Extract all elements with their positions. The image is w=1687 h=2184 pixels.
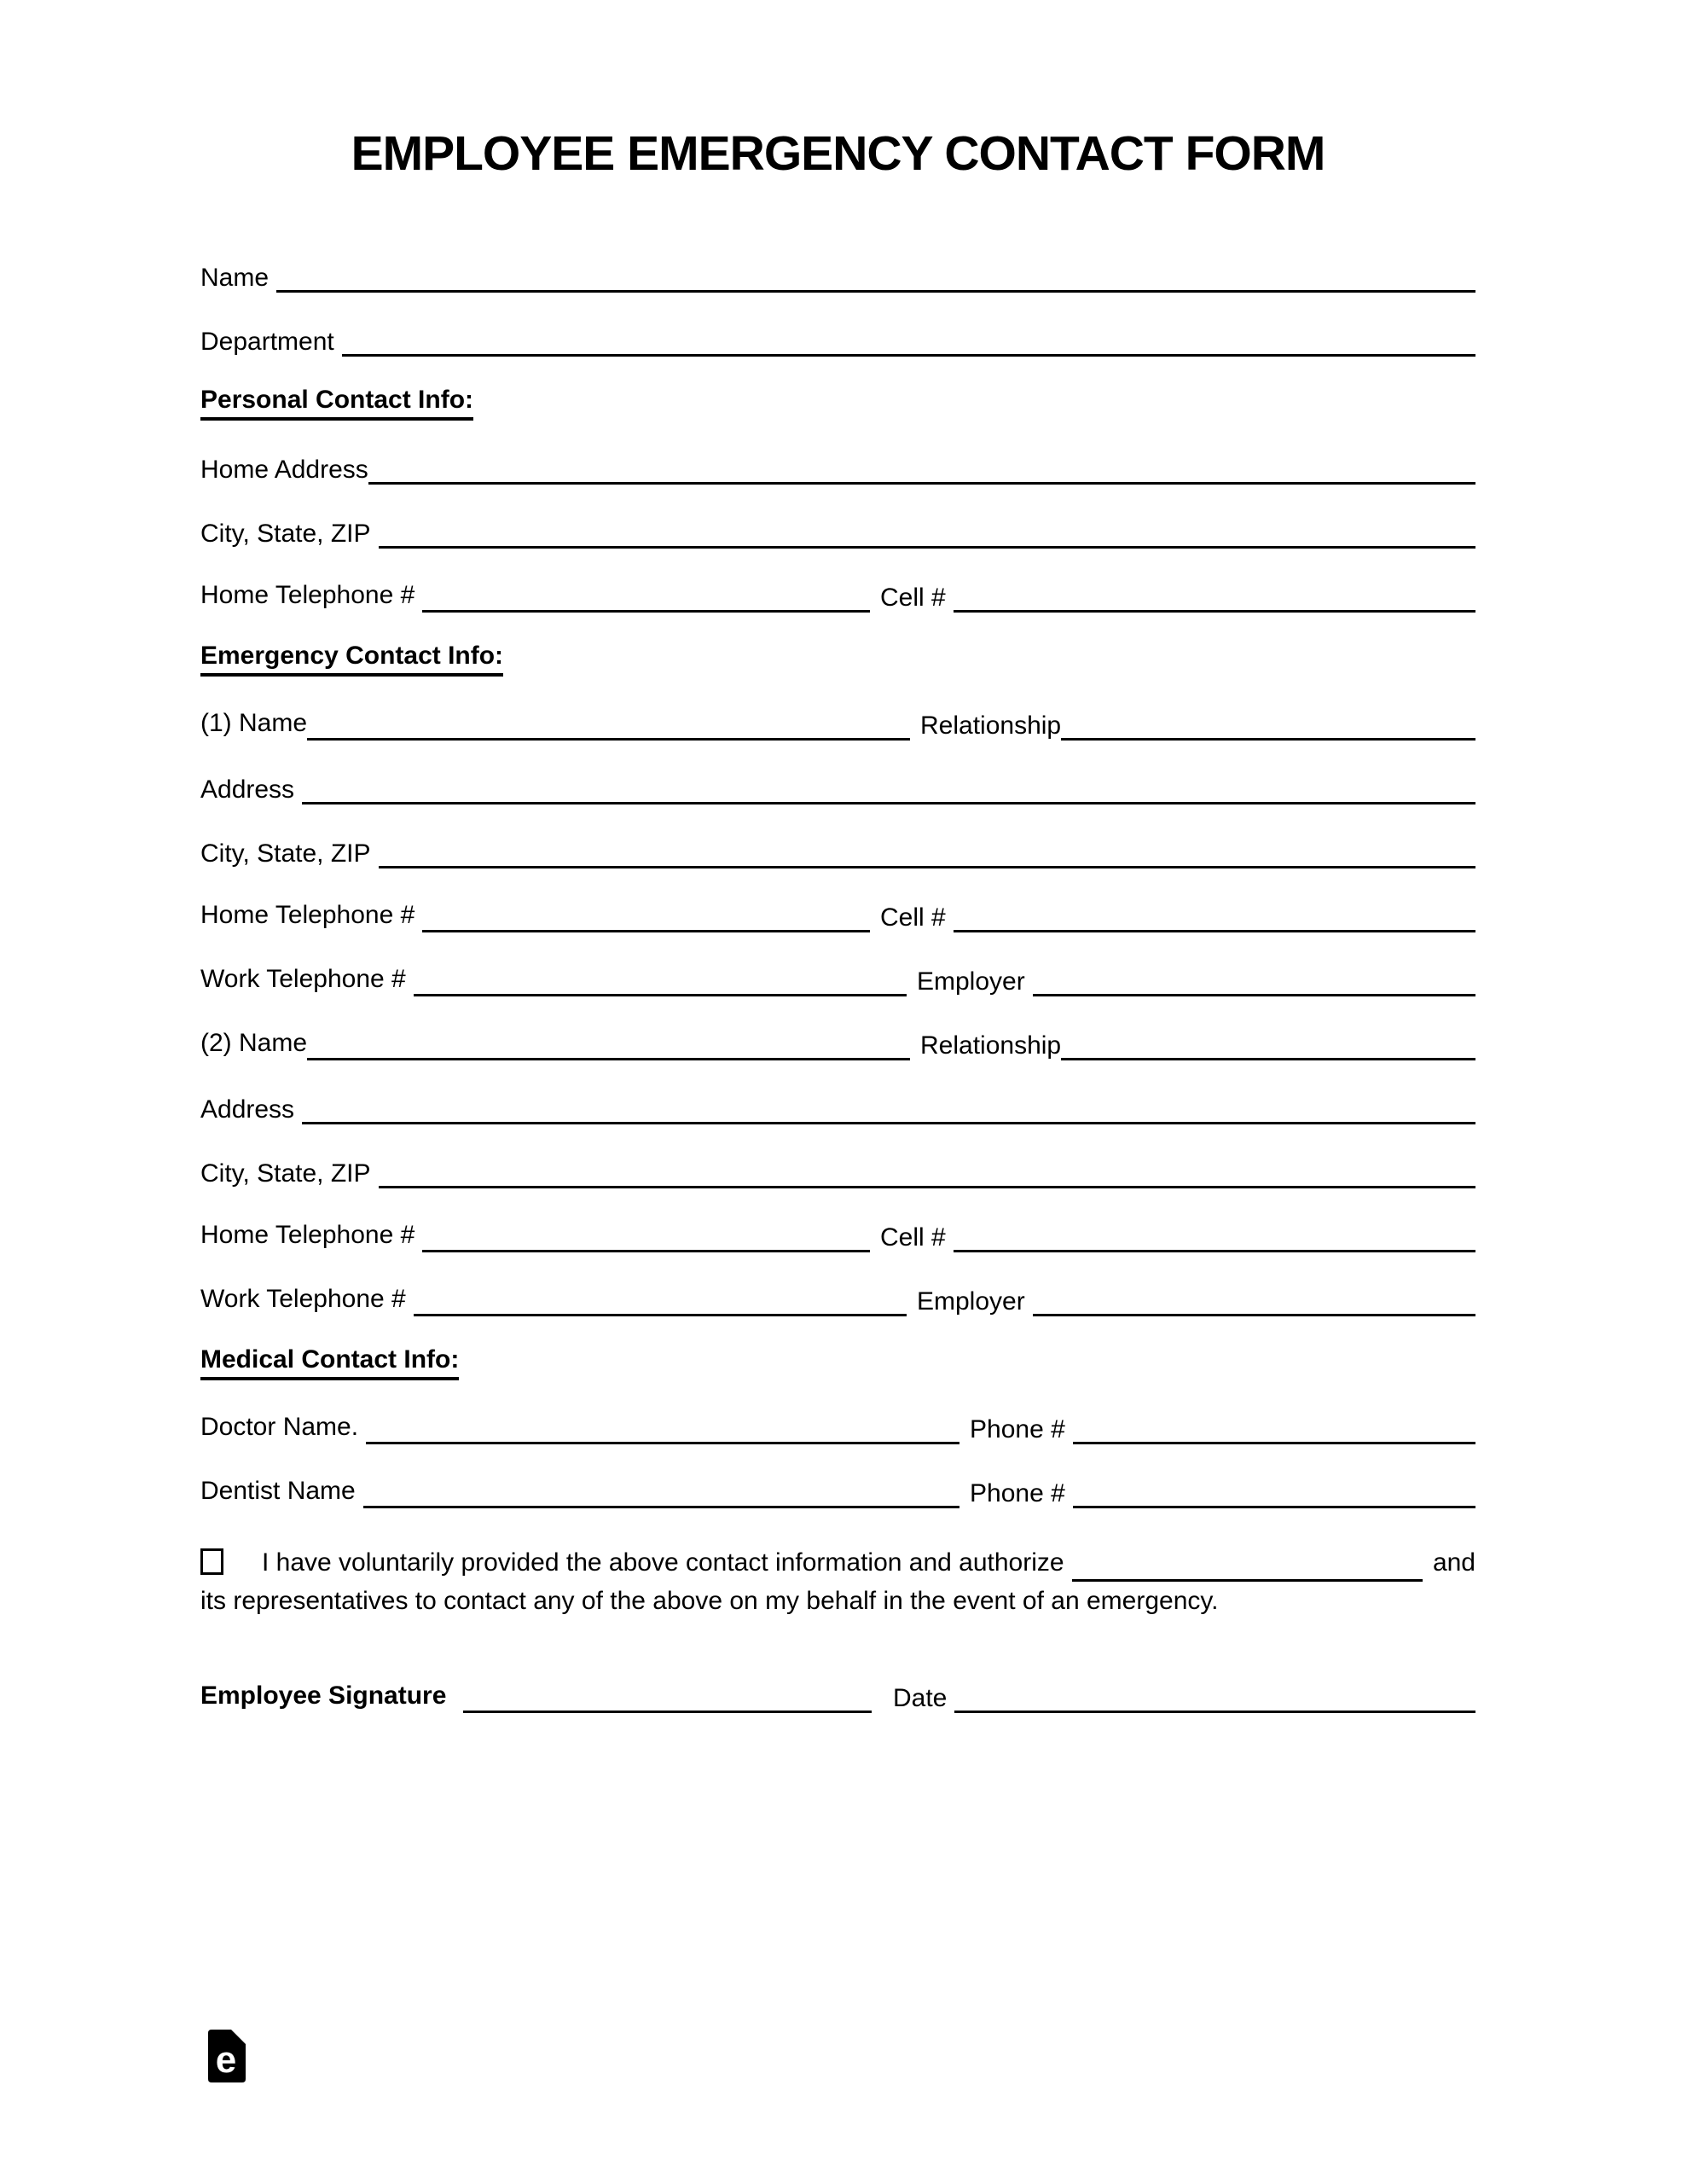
contact2-city-state-zip-label: City, State, ZIP [200,1159,371,1188]
contact2-name-label: (2) Name [200,1029,308,1057]
contact1-home-telephone-label: Home Telephone # [200,901,415,929]
personal-cell-label: Cell # [880,584,946,612]
doctor-name-blank-line[interactable] [366,1413,959,1444]
doctor-name-label: Doctor Name. [200,1413,359,1441]
authorization-text-before-blank: I have voluntarily provided the above contact information and authorize [262,1548,1064,1577]
dentist-phone-blank-line[interactable] [1073,1477,1475,1508]
authorization-text-after-blank: and [1432,1548,1475,1577]
personal-city-state-zip-blank-line[interactable] [379,517,1476,549]
personal-cell-blank-line[interactable] [954,581,1475,613]
contact2-cell-label: Cell # [880,1223,946,1252]
signature-row [200,1684,1475,1713]
contact2-relationship-blank-line[interactable] [1061,1029,1475,1060]
contact1-name-blank-line[interactable] [307,709,910,741]
form-content [200,0,1475,1748]
eforms-logo-letter: e [215,2039,237,2081]
personal-city-state-zip-row [200,520,1475,549]
authorization-section [200,1543,1475,1620]
personal-home-address-row [200,456,1475,485]
authorization-line-1 [200,1543,1475,1582]
emergency-contact-header-row [200,642,1475,677]
contact2-name-row [200,1031,1475,1060]
authorization-line-2: its representatives to contact any of the above on my behalf in the event of an emergency. [200,1587,1219,1615]
contact2-cell-blank-line[interactable] [954,1221,1475,1252]
contact2-work-telephone-label: Work Telephone # [200,1285,406,1313]
contact2-home-telephone-label: Home Telephone # [200,1221,415,1249]
department-blank-line[interactable] [342,325,1475,357]
doctor-phone-blank-line[interactable] [1073,1413,1475,1444]
department-row [200,328,1475,357]
contact2-phone-row [200,1223,1475,1252]
department-label: Department [200,328,334,356]
contact1-employer-blank-line[interactable] [1033,965,1475,996]
contact1-relationship-label: Relationship [920,712,1062,740]
contact2-address-blank-line[interactable] [302,1093,1475,1124]
date-blank-line[interactable] [954,1682,1475,1713]
personal-home-telephone-label: Home Telephone # [200,581,415,609]
contact1-cell-label: Cell # [880,903,946,932]
contact1-phone-row [200,903,1475,932]
contact2-work-row [200,1287,1475,1316]
contact2-work-telephone-segment [200,1285,907,1316]
contact2-city-state-zip-blank-line[interactable] [379,1157,1476,1188]
doctor-phone-label: Phone # [970,1415,1065,1443]
contact1-work-row [200,967,1475,996]
contact2-relationship-label: Relationship [920,1031,1062,1060]
contact2-address-row [200,1095,1475,1124]
contact1-home-telephone-blank-line[interactable] [422,901,870,932]
contact1-name-row [200,709,1475,741]
contact2-name-segment [200,1029,910,1060]
contact2-employer-blank-line[interactable] [1033,1285,1475,1316]
personal-home-address-label: Home Address [200,456,368,484]
contact1-employer-label: Employer [917,967,1025,996]
contact1-city-state-zip-blank-line[interactable] [379,837,1476,868]
contact1-work-telephone-blank-line[interactable] [414,965,907,996]
contact2-home-telephone-segment [200,1221,870,1252]
personal-home-telephone-segment [200,581,870,613]
contact1-cell-blank-line[interactable] [954,901,1475,932]
contact2-employer-label: Employer [917,1287,1025,1316]
contact1-name-segment [200,709,910,741]
date-label: Date [893,1684,948,1712]
form-title: EMPLOYEE EMERGENCY CONTACT FORM [351,126,1325,181]
dentist-phone-label: Phone # [970,1479,1065,1507]
employee-signature-blank-line[interactable] [463,1682,872,1713]
contact2-home-telephone-blank-line[interactable] [422,1221,870,1252]
personal-contact-header: Personal Contact Info: [200,386,473,421]
contact1-address-row [200,775,1475,804]
dentist-name-blank-line[interactable] [363,1477,959,1508]
contact1-city-state-zip-row [200,839,1475,868]
personal-home-telephone-blank-line[interactable] [422,581,870,613]
personal-contact-header-row [200,386,1475,421]
doctor-row [200,1415,1475,1444]
authorization-checkbox[interactable] [200,1548,223,1575]
contact2-address-label: Address [200,1095,295,1124]
employee-signature-segment [200,1682,872,1713]
medical-contact-header-row [200,1345,1475,1380]
personal-home-address-blank-line[interactable] [368,453,1475,485]
employee-name-row [200,264,1475,293]
employee-name-blank-line[interactable] [276,261,1475,293]
contact1-home-telephone-segment [200,901,870,932]
contact2-name-blank-line[interactable] [307,1029,910,1060]
doctor-name-segment [200,1413,959,1444]
contact1-work-telephone-label: Work Telephone # [200,965,406,993]
personal-city-state-zip-label: City, State, ZIP [200,520,371,548]
contact2-city-state-zip-row [200,1159,1475,1188]
dentist-row [200,1479,1475,1508]
employee-name-label: Name [200,264,270,292]
contact1-work-telephone-segment [200,965,907,996]
contact1-city-state-zip-label: City, State, ZIP [200,839,371,868]
contact1-relationship-blank-line[interactable] [1061,709,1475,741]
contact1-address-label: Address [200,775,295,804]
contact1-address-blank-line[interactable] [302,773,1475,804]
dentist-name-segment [200,1477,959,1508]
authorized-company-blank-line[interactable] [1072,1548,1423,1582]
dentist-name-label: Dentist Name [200,1477,356,1505]
employee-signature-label: Employee Signature [200,1682,447,1710]
eforms-logo [208,2030,246,2082]
emergency-contact-header: Emergency Contact Info: [200,642,503,677]
personal-phone-row [200,581,1475,613]
contact1-name-label: (1) Name [200,709,308,737]
medical-contact-header: Medical Contact Info: [200,1345,459,1380]
contact2-work-telephone-blank-line[interactable] [414,1285,907,1316]
